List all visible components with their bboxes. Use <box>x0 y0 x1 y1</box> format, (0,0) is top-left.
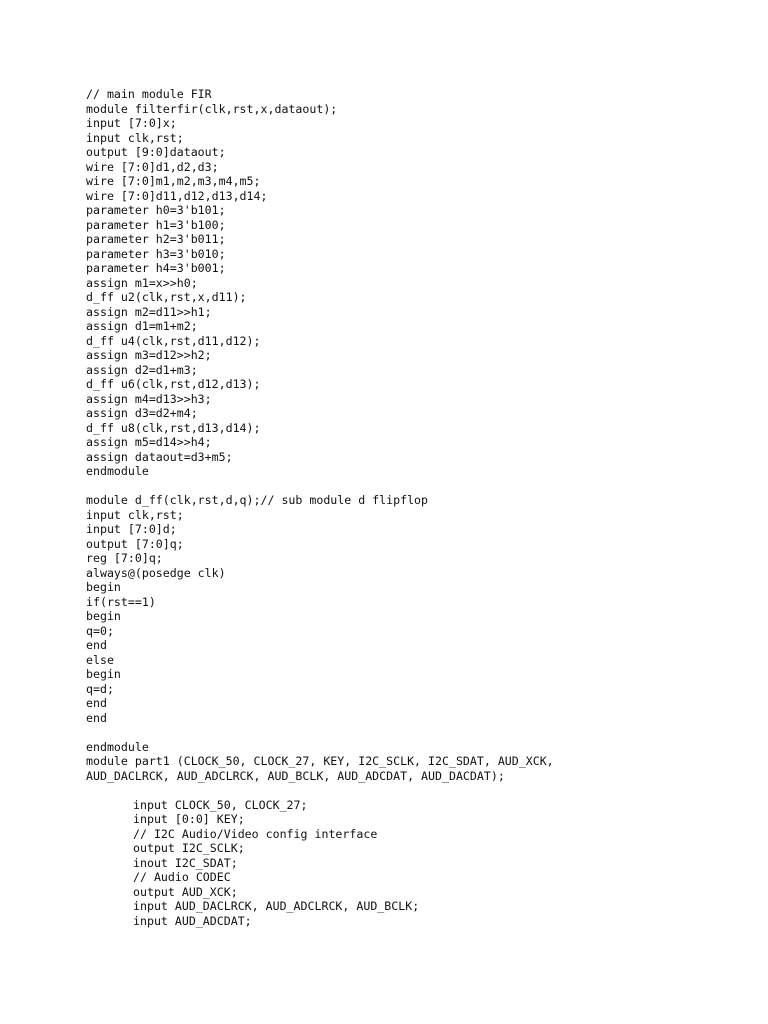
code-document <box>86 87 746 928</box>
code-line: parameter h1=3'b100; <box>86 217 226 232</box>
code-line: input [7:0]x; <box>86 116 177 130</box>
code-line: module part1 (CLOCK_50, CLOCK_27, KEY, I2C_SCLK, I2C_SDAT, AUD_XCK, <box>86 754 554 768</box>
code-line: wire [7:0]d11,d12,d13,d14; <box>86 188 268 203</box>
code-line: d_ff u2(clk,rst,x,d11); <box>86 290 247 304</box>
code-line: assign dataout=d3+m5; <box>86 449 233 464</box>
code-line: inout I2C_SDAT; <box>133 855 238 870</box>
code-line: output AUD_XCK; <box>133 884 238 899</box>
code-line: module filterfir(clk,rst,x,dataout); <box>86 101 338 116</box>
code-line: assign d3=d2+m4; <box>86 406 198 420</box>
code-line: assign m5=d14>>h4; <box>86 435 212 449</box>
code-line: // I2C Audio/Video config interface <box>133 826 378 841</box>
code-line: assign m2=d11>>h1; <box>86 304 212 319</box>
code-line: AUD_DACLRCK, AUD_ADCLRCK, AUD_BCLK, AUD_ADCDAT, AUD_DACDAT); <box>86 768 505 783</box>
code-line: input clk,rst; <box>86 507 184 522</box>
code-line: wire [7:0]m1,m2,m3,m4,m5; <box>86 174 261 188</box>
code-line: input AUD_ADCDAT; <box>133 913 252 928</box>
code-line: input [7:0]d; <box>86 522 177 536</box>
blank-line <box>86 725 746 740</box>
code-line: endmodule <box>86 739 149 754</box>
code-line: assign m3=d12>>h2; <box>86 348 212 362</box>
code-line: parameter h3=3'b010; <box>86 246 226 261</box>
code-line: output [7:0]q; <box>86 536 184 551</box>
code-line: input CLOCK_50, CLOCK_27; <box>133 797 308 812</box>
code-line: end <box>86 696 107 710</box>
code-line: always@(posedge clk) <box>86 565 226 580</box>
code-line: if(rst==1) <box>86 594 156 609</box>
code-line: input [0:0] KEY; <box>133 812 245 826</box>
code-line: begin <box>86 609 121 623</box>
code-line: d_ff u4(clk,rst,d11,d12); <box>86 333 261 348</box>
code-line: end <box>86 638 107 652</box>
code-line: assign m1=x>>h0; <box>86 275 198 290</box>
code-line: parameter h0=3'b101; <box>86 203 226 217</box>
code-line: d_ff u6(clk,rst,d12,d13); <box>86 377 261 391</box>
code-line: endmodule <box>86 464 149 478</box>
code-line: parameter h4=3'b001; <box>86 261 226 275</box>
blank-line <box>86 783 746 798</box>
part1-module-header <box>86 740 746 784</box>
code-line: output [9:0]dataout; <box>86 145 226 159</box>
code-line: d_ff u8(clk,rst,d13,d14); <box>86 420 261 435</box>
blank-line <box>86 479 746 494</box>
code-line: output I2C_SCLK; <box>133 841 245 855</box>
code-line: else <box>86 652 114 667</box>
code-line: reg [7:0]q; <box>86 551 163 565</box>
code-line: begin <box>86 580 121 594</box>
code-line: module d_ff(clk,rst,d,q);// sub module d flipflop <box>86 493 429 507</box>
code-line: input AUD_DACLRCK, AUD_ADCLRCK, AUD_BCLK; <box>133 899 420 913</box>
code-line: // Audio CODEC <box>133 870 231 884</box>
part1-port-declarations <box>86 798 746 929</box>
fir-module-block <box>86 87 746 479</box>
code-line: parameter h2=3'b011; <box>86 232 226 246</box>
code-line: begin <box>86 667 121 681</box>
code-line: assign m4=d13>>h3; <box>86 391 212 406</box>
code-line: wire [7:0]d1,d2,d3; <box>86 159 219 174</box>
code-line: // main module FIR <box>86 87 212 101</box>
code-line: assign d2=d1+m3; <box>86 362 198 377</box>
dff-module-block <box>86 493 746 725</box>
code-line: q=d; <box>86 681 114 696</box>
code-line: q=0; <box>86 623 114 638</box>
code-line: input clk,rst; <box>86 130 184 145</box>
code-line: end <box>86 710 107 725</box>
code-line: assign d1=m1+m2; <box>86 319 198 333</box>
